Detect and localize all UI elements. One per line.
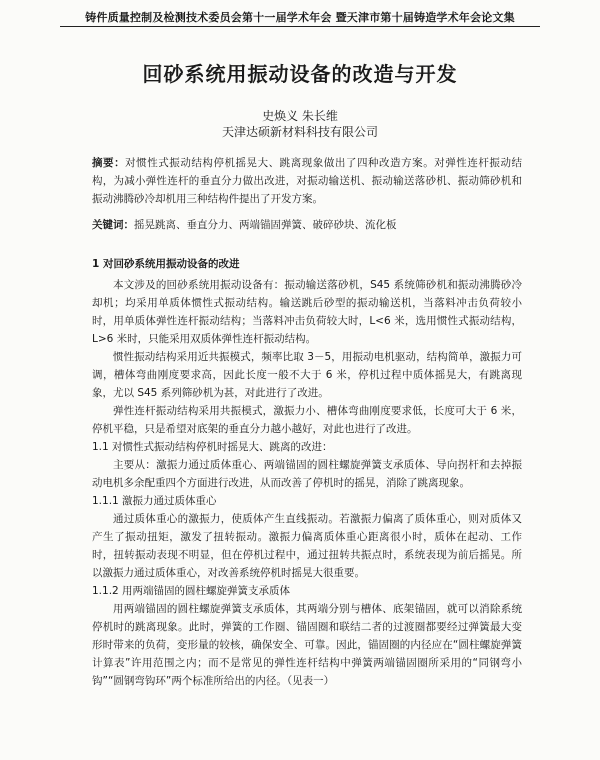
paper-title: 回砂系统用振动设备的改造与开发 [142, 62, 458, 86]
section-1-1-2-paragraph-1: 用两端锚固的圆柱螺旋弹簧支承质体，其两端分别与槽体、底架锚固，就可以消除系统停机时的跳离现象。此时，弹簧的工作圈、锚固圈和联结二者的过渡圈都要经过弹簧最大变形时带来的负荷，变形量的较核，确保安全、可靠。因此，锚固圈的内径应在“圆柱螺旋弹簧计算表”许用范围之内；而不是常见的弹性连杆结构中弹簧两端锚固圈所采用的“同钢弯小钩”“圆钢弯钩环”两个标准所给出的内径。（见表一） [92, 603, 522, 687]
running-header: 铸件质量控制及检测技术委员会第十一届学术年会 暨天津市第十届铸造学术年会论文集 [85, 11, 515, 24]
section-1-1-1-heading: 1.1.1 激振力通过质体重心 [92, 495, 217, 507]
abstract-text: 对惯性式振动结构停机摇晃大、跳离现象做出了四种改造方案。对弹性连杆振动结构，为减小弹性连杆的垂直分力做出改进，对振动输送机、振动输送落砂机、振动筛砂机和振动沸腾砂冷却机用三种结构件提出了开发方案。 [92, 157, 523, 205]
keywords-label: 关键词： [92, 219, 134, 231]
section-1-1-2-heading: 1.1.2 用两端锚固的圆柱螺旋弹簧支承质体 [92, 585, 291, 597]
affiliation: 天津达硕新材料科技有限公司 [221, 125, 378, 139]
section-1-paragraph-3: 弹性连杆振动结构采用共振模式，激振力小、槽体弯曲刚度要求低，长度可大于 6 米，停机平稳，只是希望对底架的垂直分力越小越好，对此也进行了改进。 [92, 405, 522, 435]
authors: 史焕义 朱长维 [262, 109, 338, 123]
keywords [92, 216, 522, 234]
abstract [92, 154, 522, 208]
section-1-1-1-paragraph-1: 通过质体重心的激振力，使质体产生直线振动。若激振力偏离了质体重心，则对质体又产生了振动扭矩，激发了扭转振动。激振力偏离质体重心距离很小时，质体在起动、工作时，扭转振动表现不明显，但在停机过程中，通过扭转共振点时，系统表现为前后摇晃。所以激振力通过质体重心，对改善系统停机时摇晃大很重要。 [92, 513, 522, 579]
section-1-1-heading: 1.1 对惯性式振动结构停机时摇晃大、跳离的改进： [92, 441, 333, 453]
header-rule [60, 26, 540, 27]
section-1-heading: 1 对回砂系统用振动设备的改进 [92, 258, 240, 270]
body-text [92, 255, 522, 690]
section-1-paragraph-1: 本文涉及的回砂系统用振动设备有：振动输送落砂机，S45 系统筛砂机和振动沸腾砂冷却机；均采用单质体惯性式振动结构。输送跳后砂型的振动输送机，当落料冲击负荷较小时，用单质体弹性连杆振动结构；当落料冲击负荷较大时，L<6 米，选用惯性式振动结构，L>6 米时，只能采用双质体弹性连杆振动结构。 [92, 279, 522, 345]
abstract-label: 摘要： [92, 157, 126, 169]
section-1-1-paragraph-1: 主要从：激振力通过质体重心、两端锚固的圆柱螺旋弹簧支承质体、导向拐杆和去掉振动电机多余配重四个方面进行改进，从而改善了停机时的摇晃，消除了跳离现象。 [92, 459, 522, 489]
section-1-paragraph-2: 惯性振动结构采用近共振模式，频率比取 3－5，用振动电机驱动，结构简单，激振力可调，槽体弯曲刚度要求高，因此长度一般不大于 6 米，停机过程中质体摇晃大，有跳离现象，尤以 S45 系列筛砂机为甚，对此进行了改进。 [92, 351, 522, 399]
keywords-text: 摇晃跳离、垂直分力、两端锚固弹簧、破碎砂块、流化板 [134, 219, 397, 231]
